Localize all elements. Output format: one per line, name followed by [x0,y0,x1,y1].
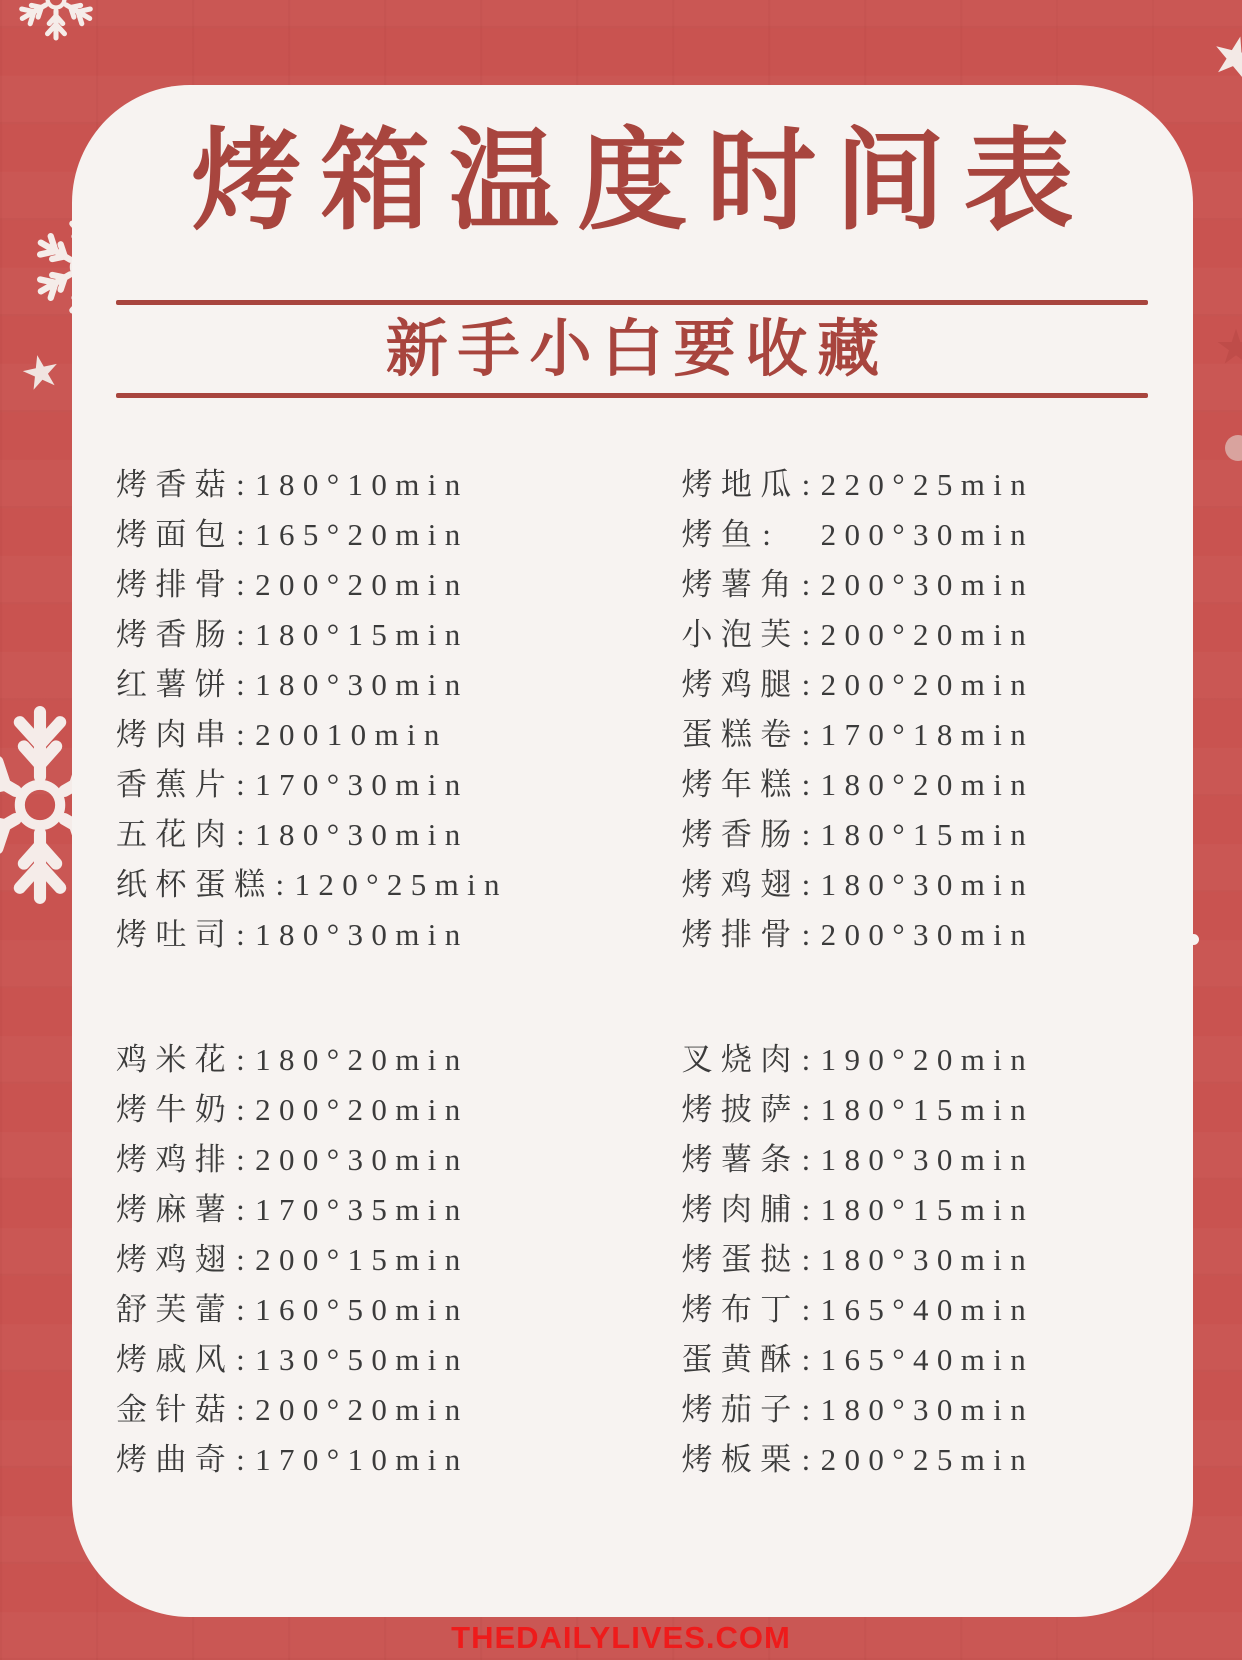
table-row [116,1235,633,1285]
page-title: 烤箱温度时间表 [191,121,1093,243]
table-column-right [633,460,1194,960]
food-name: 烤年糕 [681,767,800,802]
colon-separator: : [801,1142,819,1177]
temp-time-value: 200°20min [255,1392,469,1427]
colon-separator: : [801,1442,819,1477]
temp-time-value: 200°20min [255,567,469,602]
food-name: 烤茄子 [681,1392,800,1427]
temp-time-value: 200°30min [781,517,1035,552]
food-name: 红薯饼 [116,667,235,702]
food-name: 烤薯角 [681,567,800,602]
temp-time-value: 200°15min [255,1242,469,1277]
colon-separator: : [236,1092,254,1127]
food-name: 香蕉片 [116,767,235,802]
food-name: 叉烧肉 [681,1042,800,1077]
table-row [682,1285,1194,1335]
temp-time-value: 200°25min [820,1442,1035,1477]
food-name: 烤排骨 [116,567,235,602]
star-icon [1216,328,1242,368]
temp-time-value: 180°30min [820,1392,1035,1427]
table-row [682,1335,1194,1385]
table-row [116,460,633,510]
snowflake-icon [12,0,100,43]
table-row [682,610,1194,660]
food-name: 金针菇 [116,1392,235,1427]
food-name: 烤鸡翅 [681,867,800,902]
table-row [116,910,633,960]
colon-separator: : [801,1192,819,1227]
colon-separator: : [801,1092,819,1127]
temp-time-value: 180°30min [255,667,469,702]
table-column-left [72,1035,633,1485]
page-subtitle: 新手小白要收藏 [385,316,890,384]
colon-separator: : [236,517,254,552]
temp-time-value: 180°30min [255,817,469,852]
colon-separator: : [801,1292,819,1327]
colon-separator: : [801,1392,819,1427]
colon-separator: : [801,467,819,502]
food-name: 五花肉 [116,817,235,852]
colon-separator: : [236,767,254,802]
food-name: 纸杯蛋糕 [116,867,274,902]
star-icon [1212,35,1242,81]
temp-time-value: 165°40min [820,1342,1035,1377]
food-name: 烤鸡排 [116,1142,235,1177]
food-name: 烤薯条 [681,1142,800,1177]
temp-time-value: 180°15min [820,1092,1035,1127]
colon-separator: : [236,1242,254,1277]
temp-time-value: 170°10min [255,1442,469,1477]
food-name: 烤戚风 [116,1342,235,1377]
table-row [116,660,633,710]
temp-time-value: 180°15min [255,617,469,652]
food-name: 烤香菇 [116,467,235,502]
table-row [116,810,633,860]
star-icon [22,354,60,392]
colon-separator: : [236,567,254,602]
temp-time-value: 170°35min [255,1192,469,1227]
colon-separator: : [236,717,254,752]
table-row [116,510,633,560]
food-name: 烤肉脯 [681,1192,800,1227]
table-row [682,660,1194,710]
colon-separator: : [801,1042,819,1077]
temp-time-value: 170°18min [820,717,1035,752]
colon-separator: : [801,817,819,852]
food-name: 烤香肠 [681,817,800,852]
table-row [116,1135,633,1185]
table-row [116,1085,633,1135]
food-name: 烤板栗 [681,1442,800,1477]
food-name: 烤香肠 [116,617,235,652]
table-row [682,1085,1194,1135]
food-name: 烤麻薯 [116,1192,235,1227]
temp-time-value: 180°30min [820,867,1035,902]
temp-time-value: 200°30min [255,1142,469,1177]
table-column-right [633,1035,1194,1485]
table-row [116,710,633,760]
food-name: 烤鸡翅 [116,1242,235,1277]
table-row [116,1285,633,1335]
table-row [116,860,633,910]
temp-time-value: 180°30min [820,1242,1035,1277]
food-name: 小泡芙 [681,617,800,652]
temp-time-value: 180°10min [255,467,469,502]
temp-time-value: 180°30min [820,1142,1035,1177]
table-row [116,1035,633,1085]
food-name: 烤披萨 [681,1092,800,1127]
food-name: 烤牛奶 [116,1092,235,1127]
food-name: 烤肉串 [116,717,235,752]
colon-separator: : [236,667,254,702]
colon-separator: : [236,817,254,852]
temp-time-value: 180°15min [820,817,1035,852]
colon-separator: : [236,1042,254,1077]
table-row [682,1135,1194,1185]
food-name: 烤吐司 [116,917,235,952]
temp-time-value: 120°25min [294,867,508,902]
colon-separator: : [236,1342,254,1377]
colon-separator: : [801,617,819,652]
food-name: 舒芙蕾 [116,1292,235,1327]
colon-separator: : [236,617,254,652]
food-name: 烤曲奇 [116,1442,235,1477]
temp-time-value: 200°30min [820,917,1035,952]
dot-icon [1225,435,1242,461]
divider-line [116,393,1148,398]
temperature-table [72,460,1193,1485]
table-row [682,1435,1194,1485]
food-name: 烤排骨 [681,917,800,952]
food-name: 烤地瓜 [681,467,800,502]
table-row [116,1335,633,1385]
table-row [682,760,1194,810]
colon-separator: : [801,1242,819,1277]
temp-time-value: 180°20min [820,767,1035,802]
table-group-2 [72,1035,1193,1485]
temp-time-value: 180°15min [820,1192,1035,1227]
table-row [682,910,1194,960]
temp-time-value: 20010min [255,717,448,752]
food-name: 烤鸡腿 [681,667,800,702]
food-name: 鸡米花 [116,1042,235,1077]
table-row [682,510,1194,560]
table-row [116,610,633,660]
colon-separator: : [275,867,293,902]
colon-separator: : [762,517,780,552]
colon-separator: : [236,1392,254,1427]
colon-separator: : [801,667,819,702]
table-row [116,760,633,810]
food-name: 蛋黄酥 [681,1342,800,1377]
table-row [682,560,1194,610]
colon-separator: : [236,917,254,952]
temp-time-value: 160°50min [255,1292,469,1327]
table-row [682,1185,1194,1235]
temp-time-value: 200°20min [820,617,1035,652]
food-name: 蛋糕卷 [681,717,800,752]
table-row [682,860,1194,910]
table-group-1 [72,460,1193,960]
temp-time-value: 165°20min [255,517,469,552]
colon-separator: : [236,1142,254,1177]
table-row [116,1185,633,1235]
colon-separator: : [801,717,819,752]
temp-time-value: 190°20min [820,1042,1035,1077]
table-row [682,810,1194,860]
colon-separator: : [236,1292,254,1327]
poster-card [72,85,1193,1617]
temp-time-value: 180°30min [255,917,469,952]
food-name: 烤面包 [116,517,235,552]
colon-separator: : [801,1342,819,1377]
temp-time-value: 165°40min [820,1292,1035,1327]
temp-time-value: 220°25min [820,467,1035,502]
temp-time-value: 170°30min [255,767,469,802]
table-column-left [72,460,633,960]
table-row [682,710,1194,760]
temp-time-value: 200°30min [820,567,1035,602]
table-row [116,1385,633,1435]
table-row [116,560,633,610]
temp-time-value: 200°20min [255,1092,469,1127]
table-row [682,460,1194,510]
dot-icon [1188,934,1199,945]
food-name: 烤布丁 [681,1292,800,1327]
table-row [682,1235,1194,1285]
temp-time-value: 180°20min [255,1042,469,1077]
colon-separator: : [801,917,819,952]
colon-separator: : [801,767,819,802]
colon-separator: : [801,567,819,602]
colon-separator: : [801,867,819,902]
colon-separator: : [236,1192,254,1227]
table-row [682,1385,1194,1435]
colon-separator: : [236,467,254,502]
food-name: 烤蛋挞 [681,1242,800,1277]
food-name: 烤鱼 [681,517,761,552]
colon-separator: : [236,1442,254,1477]
footer-url: THEDAILYLIVES.COM [451,1620,791,1655]
divider-line [116,300,1148,305]
table-row [682,1035,1194,1085]
table-row [116,1435,633,1485]
temp-time-value: 200°20min [820,667,1035,702]
temp-time-value: 130°50min [255,1342,469,1377]
